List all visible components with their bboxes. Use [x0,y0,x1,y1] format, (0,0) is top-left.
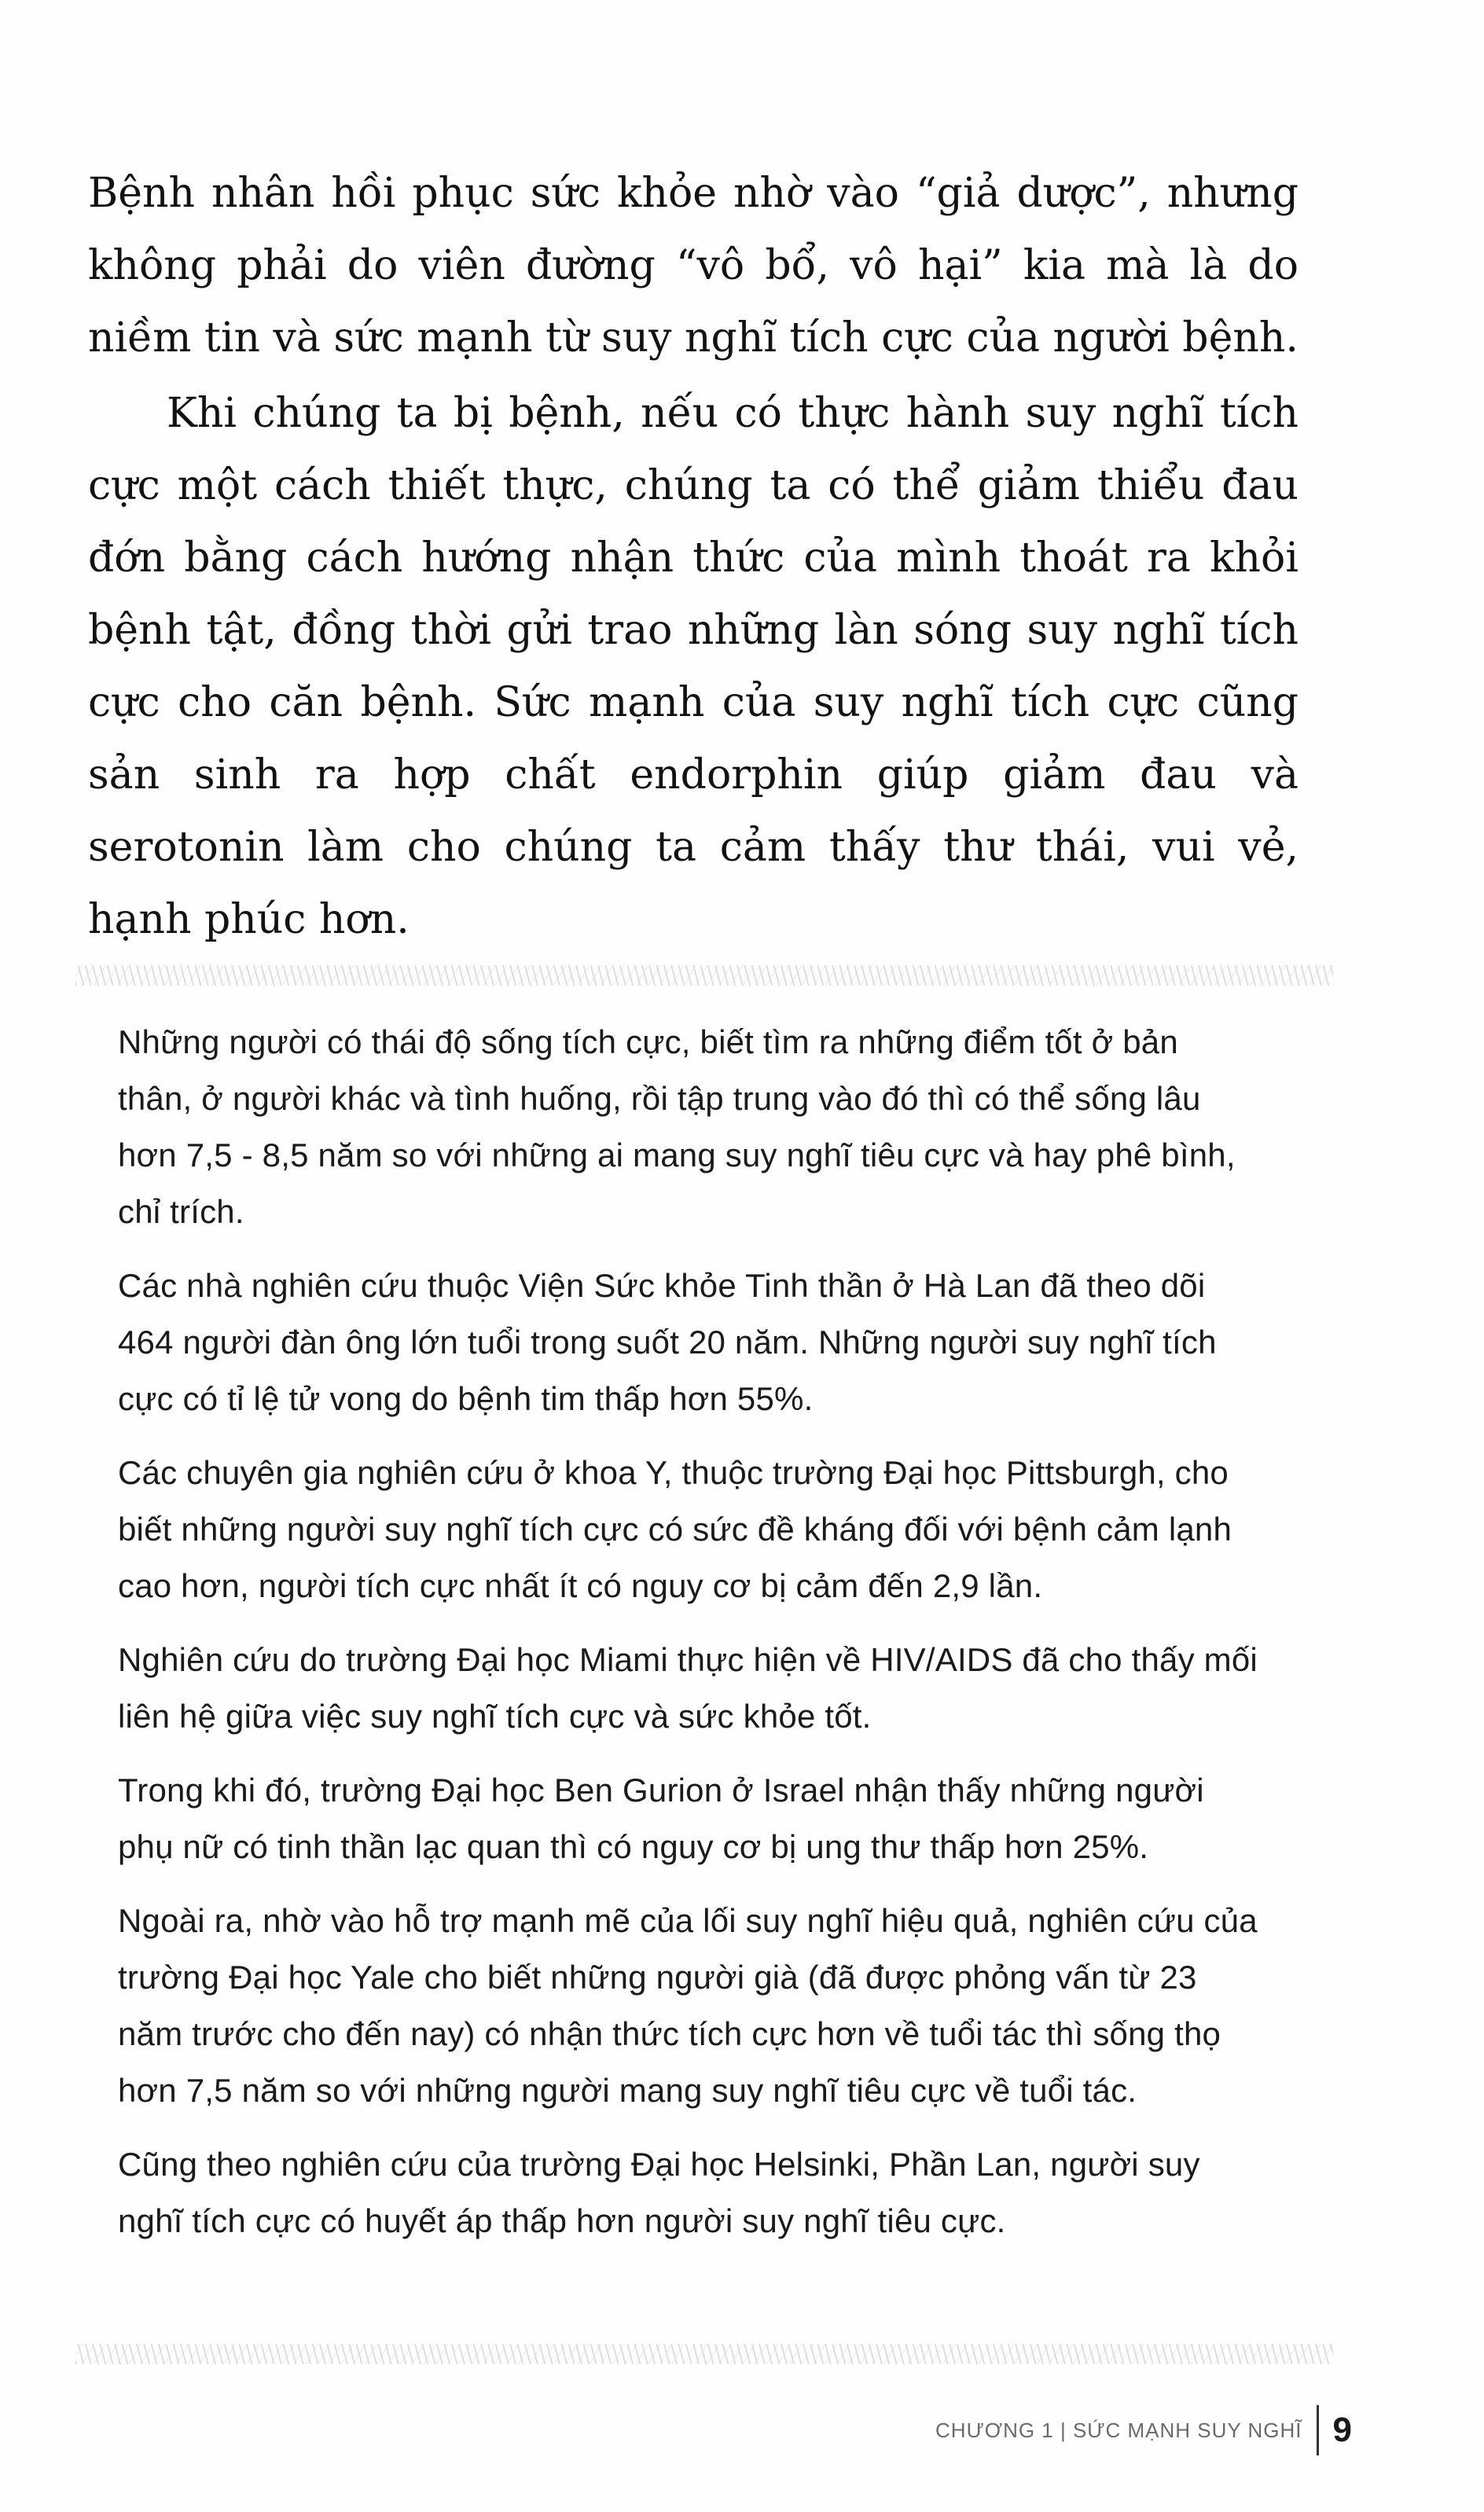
decorative-divider-top [75,965,1333,986]
running-head: CHƯƠNG 1 | SỨC MẠNH SUY NGHĨ [935,2418,1302,2442]
callout-item: Những người có thái độ sống tích cực, biết tìm ra những điểm tốt ở bản thân, ở người khác và tình huống, rồi tập trung vào đó thì có thể sống lâu hơn 7,5 - 8,5 năm so với những ai mang suy nghĩ tiêu cực và hay phê bình, chỉ trích. [118,1023,1236,1230]
callout-item: Các chuyên gia nghiên cứu ở khoa Y, thuộc trường Đại học Pittsburgh, cho biết những người suy nghĩ tích cực có sức đề kháng đối với bệnh cảm lạnh cao hơn, người tích cực nhất ít có nguy cơ bị cảm đến 2,9 lần. [118,1454,1232,1604]
callout-item: Cũng theo nghiên cứu của trường Đại học Helsinki, Phần Lan, người suy nghĩ tích cực có huyết áp thấp hơn người suy nghĩ tiêu cực. [118,2146,1200,2239]
callout-item: Ngoài ra, nhờ vào hỗ trợ mạnh mẽ của lối suy nghĩ hiệu quả, nghiên cứu của trường Đại học Yale cho biết những người già (đã được phỏng vấn từ 23 năm trước cho đến nay) có nhận thức tích cực hơn về tuổi tác thì sống thọ hơn 7,5 năm so với những người mang suy nghĩ tiêu cực về tuổi tác. [118,1902,1258,2109]
footer-divider [1317,2405,1319,2455]
callout-item: Các nhà nghiên cứu thuộc Viện Sức khỏe Tinh thần ở Hà Lan đã theo dõi 464 người đàn ông lớn tuổi trong suốt 20 năm. Những người suy nghĩ tích cực có tỉ lệ tử vong do bệnh tim thấp hơn 55%. [118,1267,1217,1417]
body-paragraph: Khi chúng ta bị bệnh, nếu có thực hành suy nghĩ tích cực một cách thiết thực, chúng ta có thể giảm thiểu đau đớn bằng cách hướng nhận thức của mình thoát ra khỏi bệnh tật, đồng thời gửi trao những làn sóng suy nghĩ tích cực cho căn bệnh. Sức mạnh của suy nghĩ tích cực cũng sản sinh ra hợp chất endorphin giúp giảm đau và serotonin làm cho chúng ta cảm thấy thư thái, vui vẻ, hạnh phúc hơn. [88,390,1298,943]
page-number: 9 [1332,2411,1352,2449]
decorative-divider-bottom [75,2344,1333,2364]
callout-item: Trong khi đó, trường Đại học Ben Gurion ở Israel nhận thấy những người phụ nữ có tinh thần lạc quan thì có nguy cơ bị ung thư thấp hơn 25%. [118,1772,1204,1865]
callout-item: Nghiên cứu do trường Đại học Miami thực hiện về HIV/AIDS đã cho thấy mối liên hệ giữa việc suy nghĩ tích cực và sức khỏe tốt. [118,1641,1258,1735]
body-paragraph: Bệnh nhân hồi phục sức khỏe nhờ vào “giả dược”, nhưng không phải do viên đường “vô bổ, vô hại” kia mà là do niềm tin và sức mạnh từ suy nghĩ tích cực của người bệnh. [88,170,1298,362]
research-callout-box [118,1014,1258,2267]
page-footer [935,2405,1352,2455]
